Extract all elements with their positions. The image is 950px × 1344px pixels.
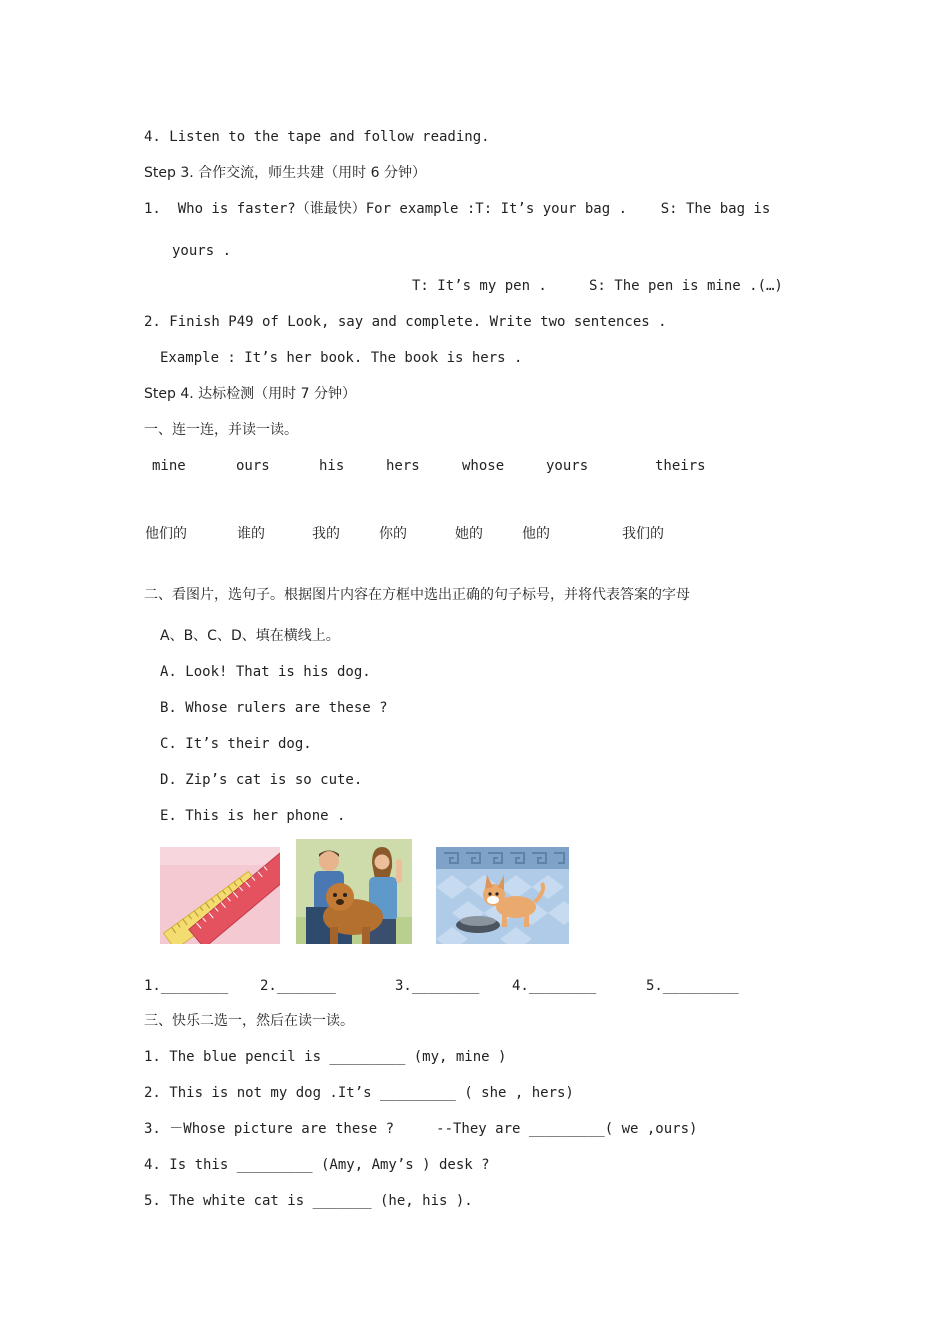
option-a: A. Look! That is his dog. bbox=[160, 664, 371, 680]
part2-title-line1: 二、看图片，选句子。根据图片内容在方框中选出正确的句子标号，并将代表答案的字母 bbox=[144, 587, 690, 603]
step3-item1-line3: T: It’s my pen . S: The pen is mine .(…) bbox=[412, 278, 783, 294]
english-word-yours: yours bbox=[546, 458, 589, 474]
answer-blank-3[interactable]: 3.________ bbox=[395, 978, 480, 994]
option-e: E. This is her phone . bbox=[160, 808, 346, 824]
english-word-ours: ours bbox=[236, 458, 270, 474]
step3-item1-line2: yours . bbox=[172, 243, 232, 259]
answer-blank-1[interactable]: 1.________ bbox=[144, 978, 229, 994]
part1-title: 一、连一连，并读一读。 bbox=[144, 422, 298, 438]
part3-item-1: 1. The blue pencil is _________ (my, mine ) bbox=[144, 1049, 507, 1065]
answer-blank-4[interactable]: 4.________ bbox=[512, 978, 597, 994]
chinese-word-6: 他的 bbox=[522, 526, 550, 542]
answer-blank-2[interactable]: 2._______ bbox=[260, 978, 336, 994]
part3-item-4: 4. Is this _________ (Amy, Amy’s ) desk ? bbox=[144, 1157, 490, 1173]
chinese-word-5: 她的 bbox=[455, 526, 483, 542]
english-word-theirs: theirs bbox=[655, 458, 706, 474]
option-b: B. Whose rulers are these ? bbox=[160, 700, 388, 716]
part3-item-5: 5. The white cat is _______ (he, his ). bbox=[144, 1193, 473, 1209]
option-d: D. Zip’s cat is so cute. bbox=[160, 772, 363, 788]
chinese-word-3: 我的 bbox=[312, 526, 340, 542]
english-word-his: his bbox=[319, 458, 345, 474]
step3-item2: 2. Finish P49 of Look, say and complete. Write two sentences . bbox=[144, 314, 667, 330]
step4-heading: Step 4. 达标检测（用时 7 分钟） bbox=[144, 386, 356, 402]
listen-instruction: 4. Listen to the tape and follow reading. bbox=[144, 129, 490, 145]
part3-item-2: 2. This is not my dog .It’s _________ ( she , hers) bbox=[144, 1085, 574, 1101]
english-word-hers: hers bbox=[386, 458, 420, 474]
step3-item2-example: Example : It’s her book. The book is hers . bbox=[160, 350, 523, 366]
puppy-bowl-picture bbox=[436, 847, 569, 944]
chinese-word-2: 谁的 bbox=[237, 526, 265, 542]
rulers-picture bbox=[160, 847, 280, 944]
step3-item1-line1: 1. Who is faster?（谁最快）For example :T: It’s your bag . S: The bag is bbox=[144, 201, 771, 217]
family-dog-picture bbox=[296, 839, 412, 944]
chinese-word-4: 你的 bbox=[379, 526, 407, 542]
part2-title-line2: A、B、C、D、填在横线上。 bbox=[160, 628, 340, 644]
part3-item-3: 3. －Whose picture are these ? --They are _________( we ,ours) bbox=[144, 1121, 698, 1137]
option-c: C. It’s their dog. bbox=[160, 736, 312, 752]
part3-title: 三、快乐二选一，然后在读一读。 bbox=[144, 1013, 354, 1029]
english-word-mine: mine bbox=[152, 458, 186, 474]
chinese-word-7: 我们的 bbox=[622, 526, 664, 542]
answer-blank-5[interactable]: 5._________ bbox=[646, 978, 739, 994]
chinese-word-1: 他们的 bbox=[145, 526, 187, 542]
step3-heading: Step 3. 合作交流，师生共建（用时 6 分钟） bbox=[144, 165, 426, 181]
english-word-whose: whose bbox=[462, 458, 505, 474]
